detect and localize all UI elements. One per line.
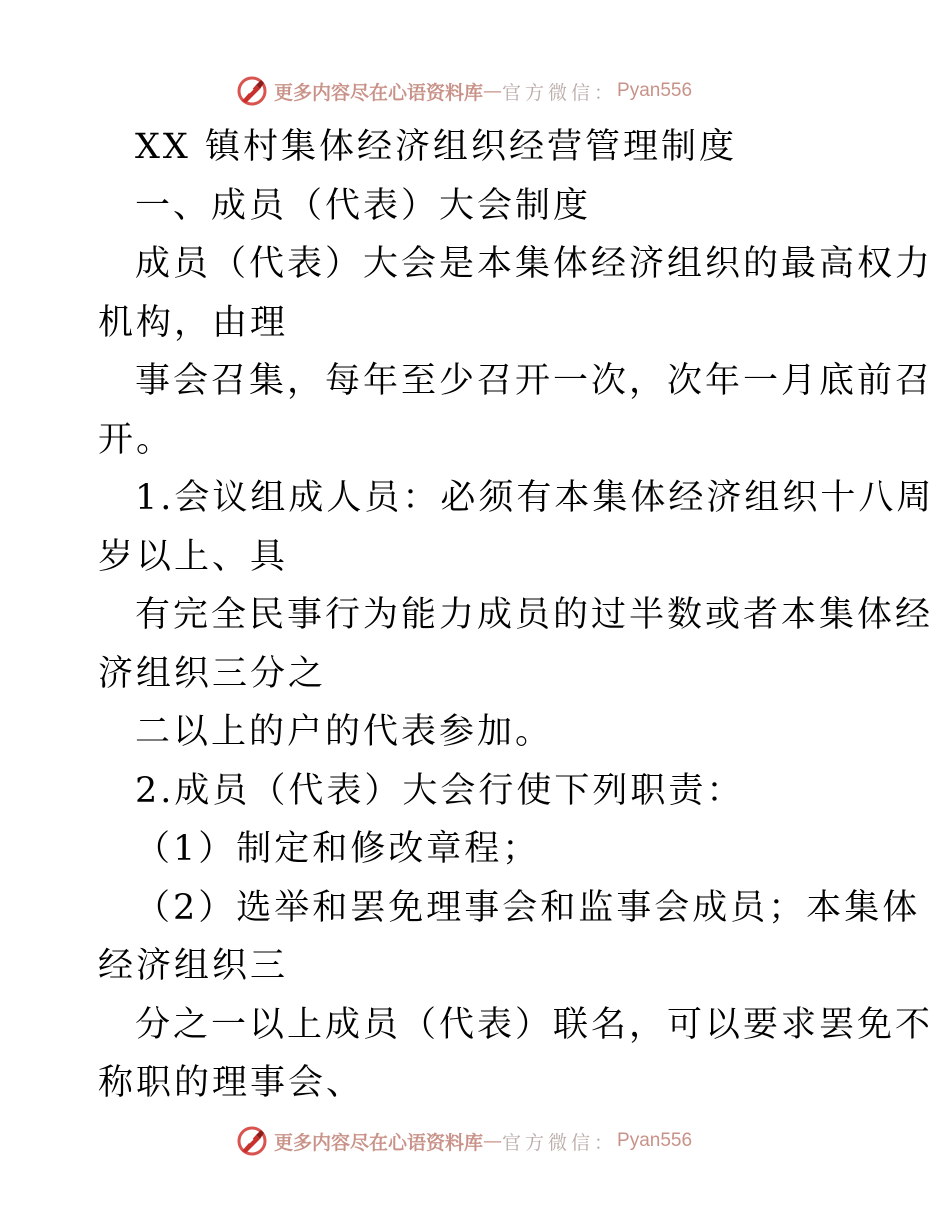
paragraph-line: （1）制定和修改章程； (135, 829, 541, 869)
banner-wechat-id: Pyan556 (617, 80, 693, 101)
paragraph-line: 机构，由理 (98, 302, 289, 343)
banner-dash: — (483, 80, 503, 102)
banner-label: 官方微信： (502, 81, 618, 104)
pen-seal-icon (236, 75, 268, 107)
paragraph-line: 经济组织三 (98, 946, 289, 986)
paragraph-line: （2）选举和罢免理事会和监事会成员；本集体 (135, 887, 921, 928)
paragraph-line: 二以上的户的代表参加。 (135, 712, 554, 752)
document-body (98, 118, 935, 1113)
paragraph-line: 一、成员（代表）大会制度 (135, 185, 592, 226)
banner-text: 更多内容尽在心语资料库 (274, 1131, 484, 1154)
paragraph-line: 2.成员（代表）大会行使下列职责： (135, 770, 745, 811)
header-watermark-banner (236, 74, 692, 108)
paragraph-line: 有完全民事行为能力成员的过半数或者本集体经 (135, 595, 934, 635)
paragraph-line: 称职的理事会、 (98, 1063, 365, 1103)
paragraph-line: XX 镇村集体经济组织经营管理制度 (135, 127, 737, 167)
paragraph-line: 开。 (98, 419, 175, 460)
paragraph-line: 1.会议组成人员：必须有本集体经济组织十八周 (135, 478, 935, 518)
banner-label: 官方微信： (502, 1131, 618, 1154)
banner-text: 更多内容尽在心语资料库 (274, 81, 484, 104)
paragraph-line: 成员（代表）大会是本集体经济组织的最高权力 (135, 244, 934, 284)
paragraph-line: 岁以上、具 (98, 536, 289, 577)
footer-watermark-banner (236, 1124, 692, 1158)
paragraph-line: 济组织三分之 (98, 653, 327, 694)
banner-dash: — (483, 1130, 503, 1152)
paragraph-line: 分之一以上成员（代表）联名，可以要求罢免不 (135, 1004, 934, 1045)
banner-wechat-id: Pyan556 (617, 1130, 693, 1151)
pen-seal-icon (236, 1125, 268, 1157)
paragraph-line: 事会召集，每年至少召开一次，次年一月底前召 (135, 361, 934, 401)
